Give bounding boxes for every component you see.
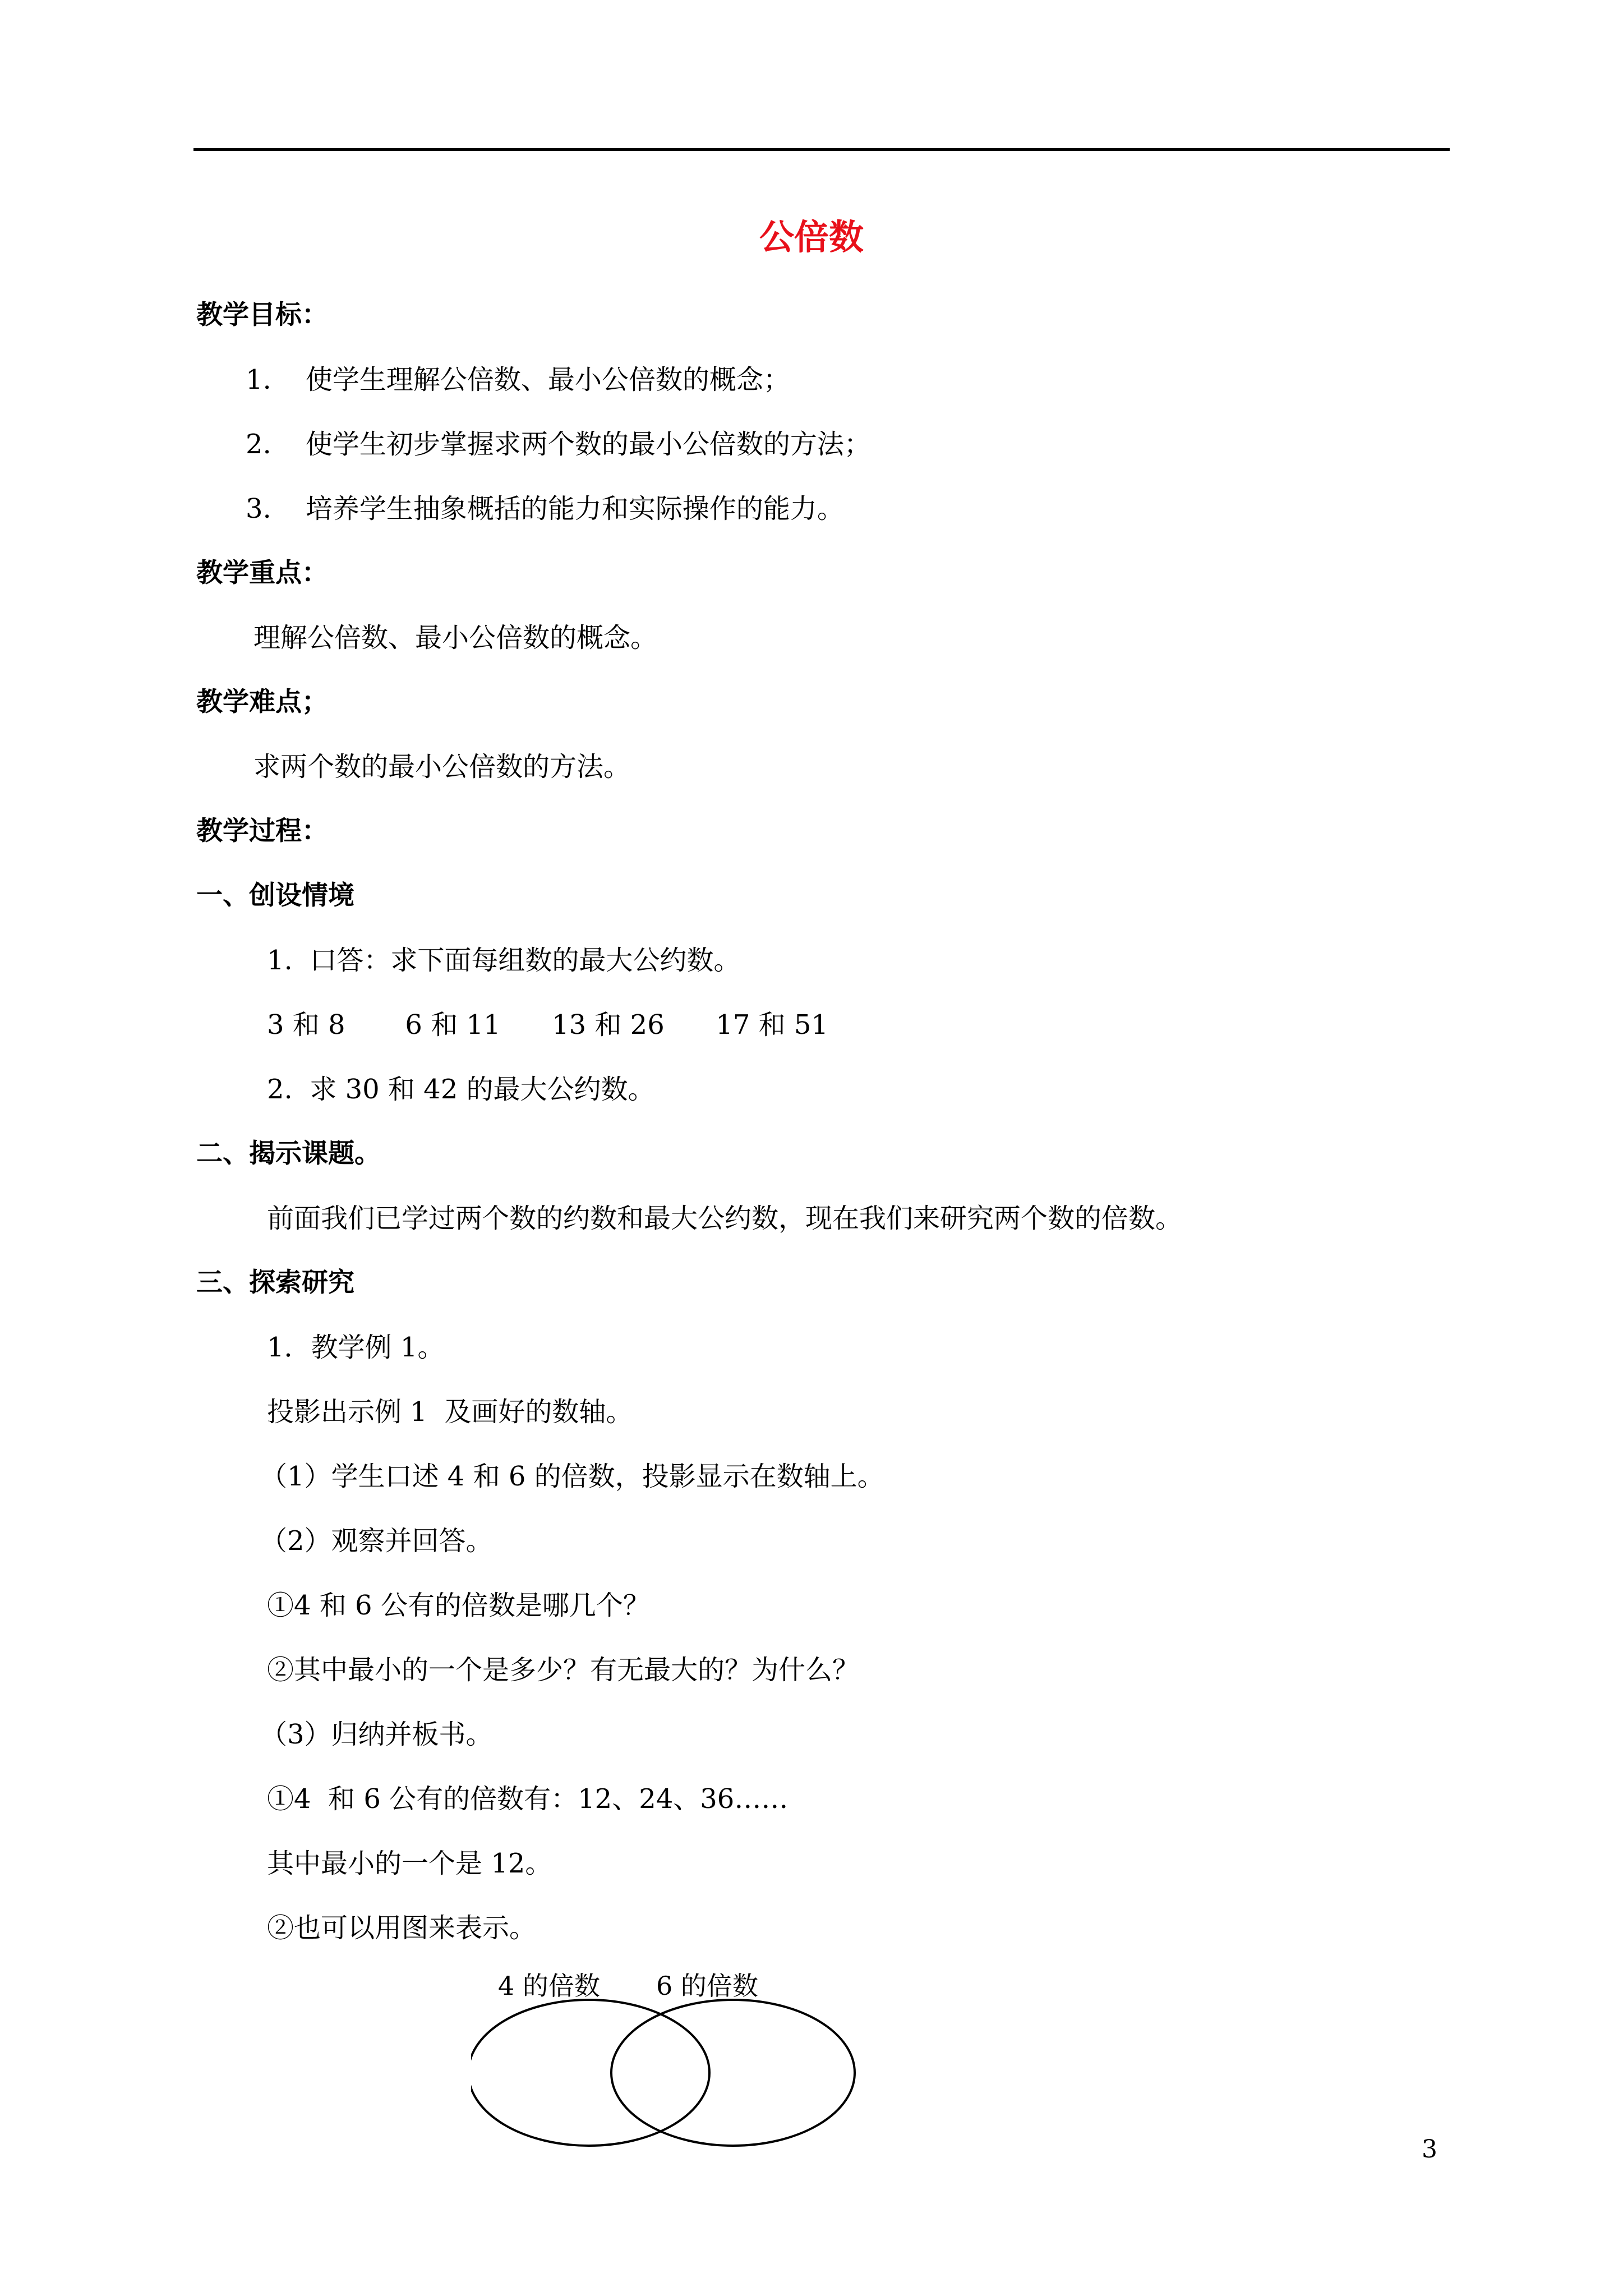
venn-diagram xyxy=(471,1969,886,2148)
section1-question-1: 1. 口答：求下面每组数的最大公约数。 xyxy=(267,945,741,976)
section1-question-2: 2. 求 30 和 42 的最大公约数。 xyxy=(267,1074,655,1105)
page-number: 3 xyxy=(1422,2135,1437,2164)
objective-item: 2. 使学生初步掌握求两个数的最小公倍数的方法； xyxy=(246,429,871,460)
section3-line: 投影出示例 1 及画好的数轴。 xyxy=(267,1396,633,1428)
section3-line: ①4 和 6 公有的倍数有：12、24、36…… xyxy=(267,1783,789,1815)
section3-line: 其中最小的一个是 12。 xyxy=(267,1848,552,1879)
venn-left-label: 4 的倍数 xyxy=(498,1971,600,2001)
difficulty-heading: 教学难点； xyxy=(196,687,328,717)
section3-line: （2）观察并回答。 xyxy=(260,1525,493,1557)
section2-text: 前面我们已学过两个数的约数和最大公约数，现在我们来研究两个数的倍数。 xyxy=(267,1203,1183,1234)
page-title: 公倍数 xyxy=(759,217,864,257)
section2-heading: 二、揭示课题。 xyxy=(196,1138,381,1169)
objective-item: 1. 使学生理解公倍数、最小公倍数的概念； xyxy=(246,364,790,395)
section3-line: ①4 和 6 公有的倍数是哪几个？ xyxy=(267,1590,650,1621)
section3-heading: 三、探索研究 xyxy=(196,1267,354,1298)
section1-heading: 一、创设情境 xyxy=(196,880,354,911)
section3-line: ②也可以用图来表示。 xyxy=(267,1912,537,1944)
process-heading: 教学过程： xyxy=(196,816,328,846)
key-point-text: 理解公倍数、最小公倍数的概念。 xyxy=(253,622,658,654)
key-point-heading: 教学重点： xyxy=(196,558,328,588)
section1-number-pairs: 3 和 8 6 和 11 13 和 26 17 和 51 xyxy=(267,1009,828,1041)
section3-line: 1．教学例 1。 xyxy=(267,1332,445,1363)
section3-line: （1）学生口述 4 和 6 的倍数，投影显示在数轴上。 xyxy=(260,1461,884,1492)
section3-line: ②其中最小的一个是多少？有无最大的？为什么？ xyxy=(267,1654,860,1686)
venn-right-circle xyxy=(611,2000,855,2146)
section3-line: （3）归纳并板书。 xyxy=(260,1719,493,1750)
venn-right-label: 6 的倍数 xyxy=(656,1971,758,2001)
header-rule xyxy=(193,148,1450,151)
objective-item: 3. 培养学生抽象概括的能力和实际操作的能力。 xyxy=(246,493,844,524)
difficulty-text: 求两个数的最小公倍数的方法。 xyxy=(253,751,631,783)
venn-left-circle xyxy=(471,2000,709,2146)
objectives-heading: 教学目标： xyxy=(196,300,328,330)
